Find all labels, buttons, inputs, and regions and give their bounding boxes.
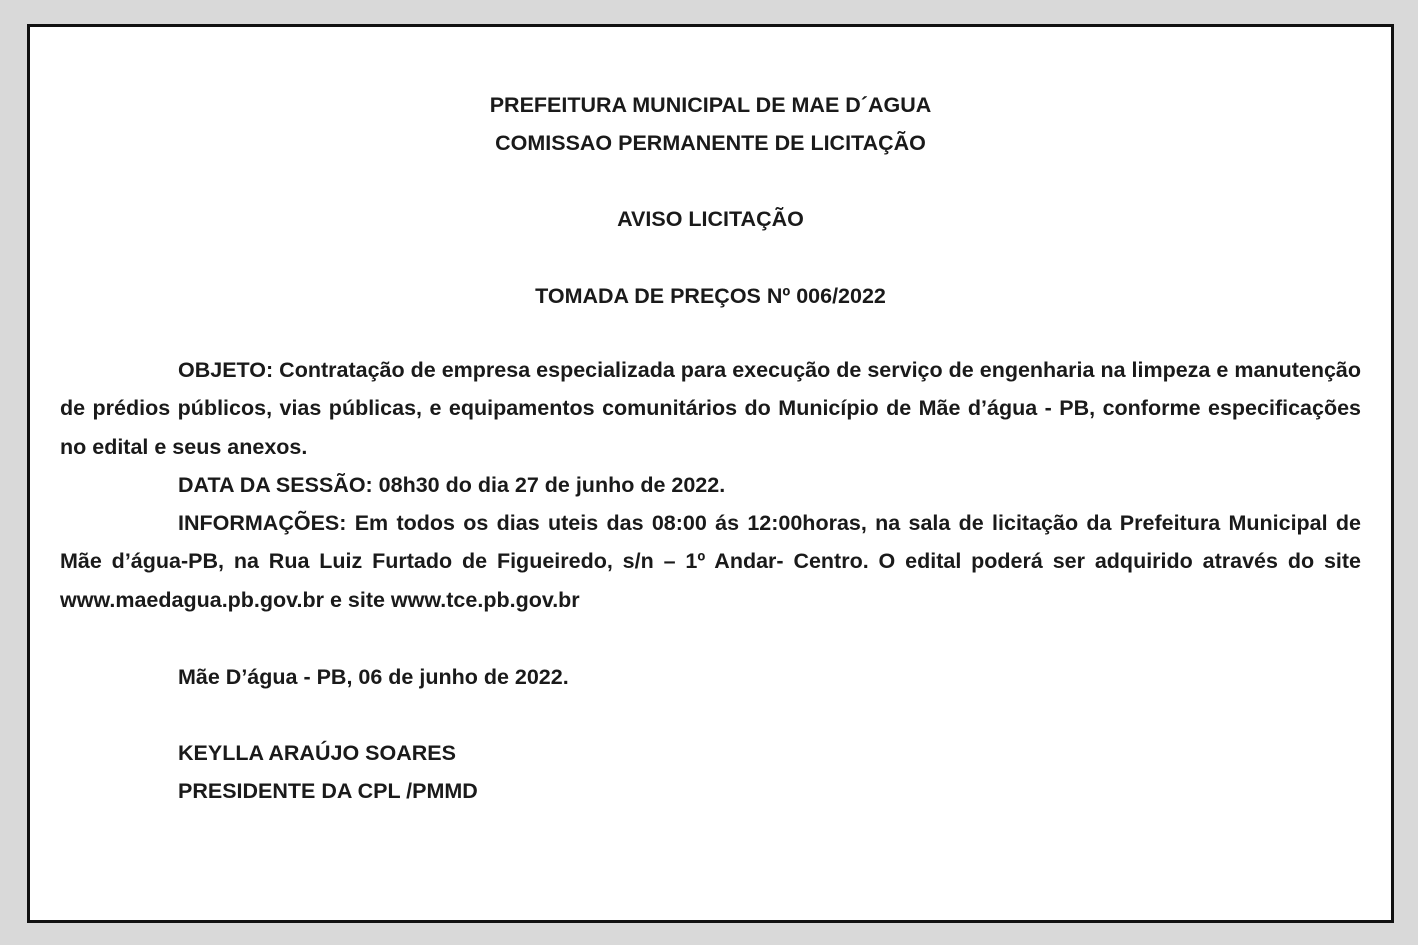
tender-number: TOMADA DE PREÇOS Nº 006/2022	[535, 284, 886, 308]
information-paragraph: INFORMAÇÕES: Em todos os dias uteis das 08:00 ás 12:00horas, na sala de licitação da Prefeitura Municipal de Mãe d’água-PB, na Rua Luiz Furtado de Figueiredo, s/n – 1º Andar- Centro. O edital poderá ser adquirido através do site www.maedagua.pb.gov.br e site www.tce.pb.gov.br	[60, 511, 1361, 612]
session-date-paragraph: DATA DA SESSÃO: 08h30 do dia 27 de junho de 2022.	[178, 472, 726, 497]
header-line-2: COMISSAO PERMANENTE DE LICITAÇÃO	[495, 131, 926, 155]
objeto-paragraph: OBJETO: Contratação de empresa especializada para execução de serviço de engenharia na limpeza e manutenção de prédios públicos, vias públicas, e equipamentos comunitários do Município de Mãe d’água - PB, conforme especificações no edital e seus anexos.	[60, 358, 1361, 459]
signatory-role: PRESIDENTE DA CPL /PMMD	[178, 779, 478, 803]
notice-document	[27, 24, 1394, 923]
notice-body	[60, 351, 1361, 619]
place-date: Mãe D’água - PB, 06 de junho de 2022.	[178, 665, 569, 689]
notice-title: AVISO LICITAÇÃO	[617, 207, 804, 231]
signatory-name: KEYLLA ARAÚJO SOARES	[178, 741, 456, 765]
header-line-1: PREFEITURA MUNICIPAL DE MAE D´AGUA	[489, 93, 932, 117]
